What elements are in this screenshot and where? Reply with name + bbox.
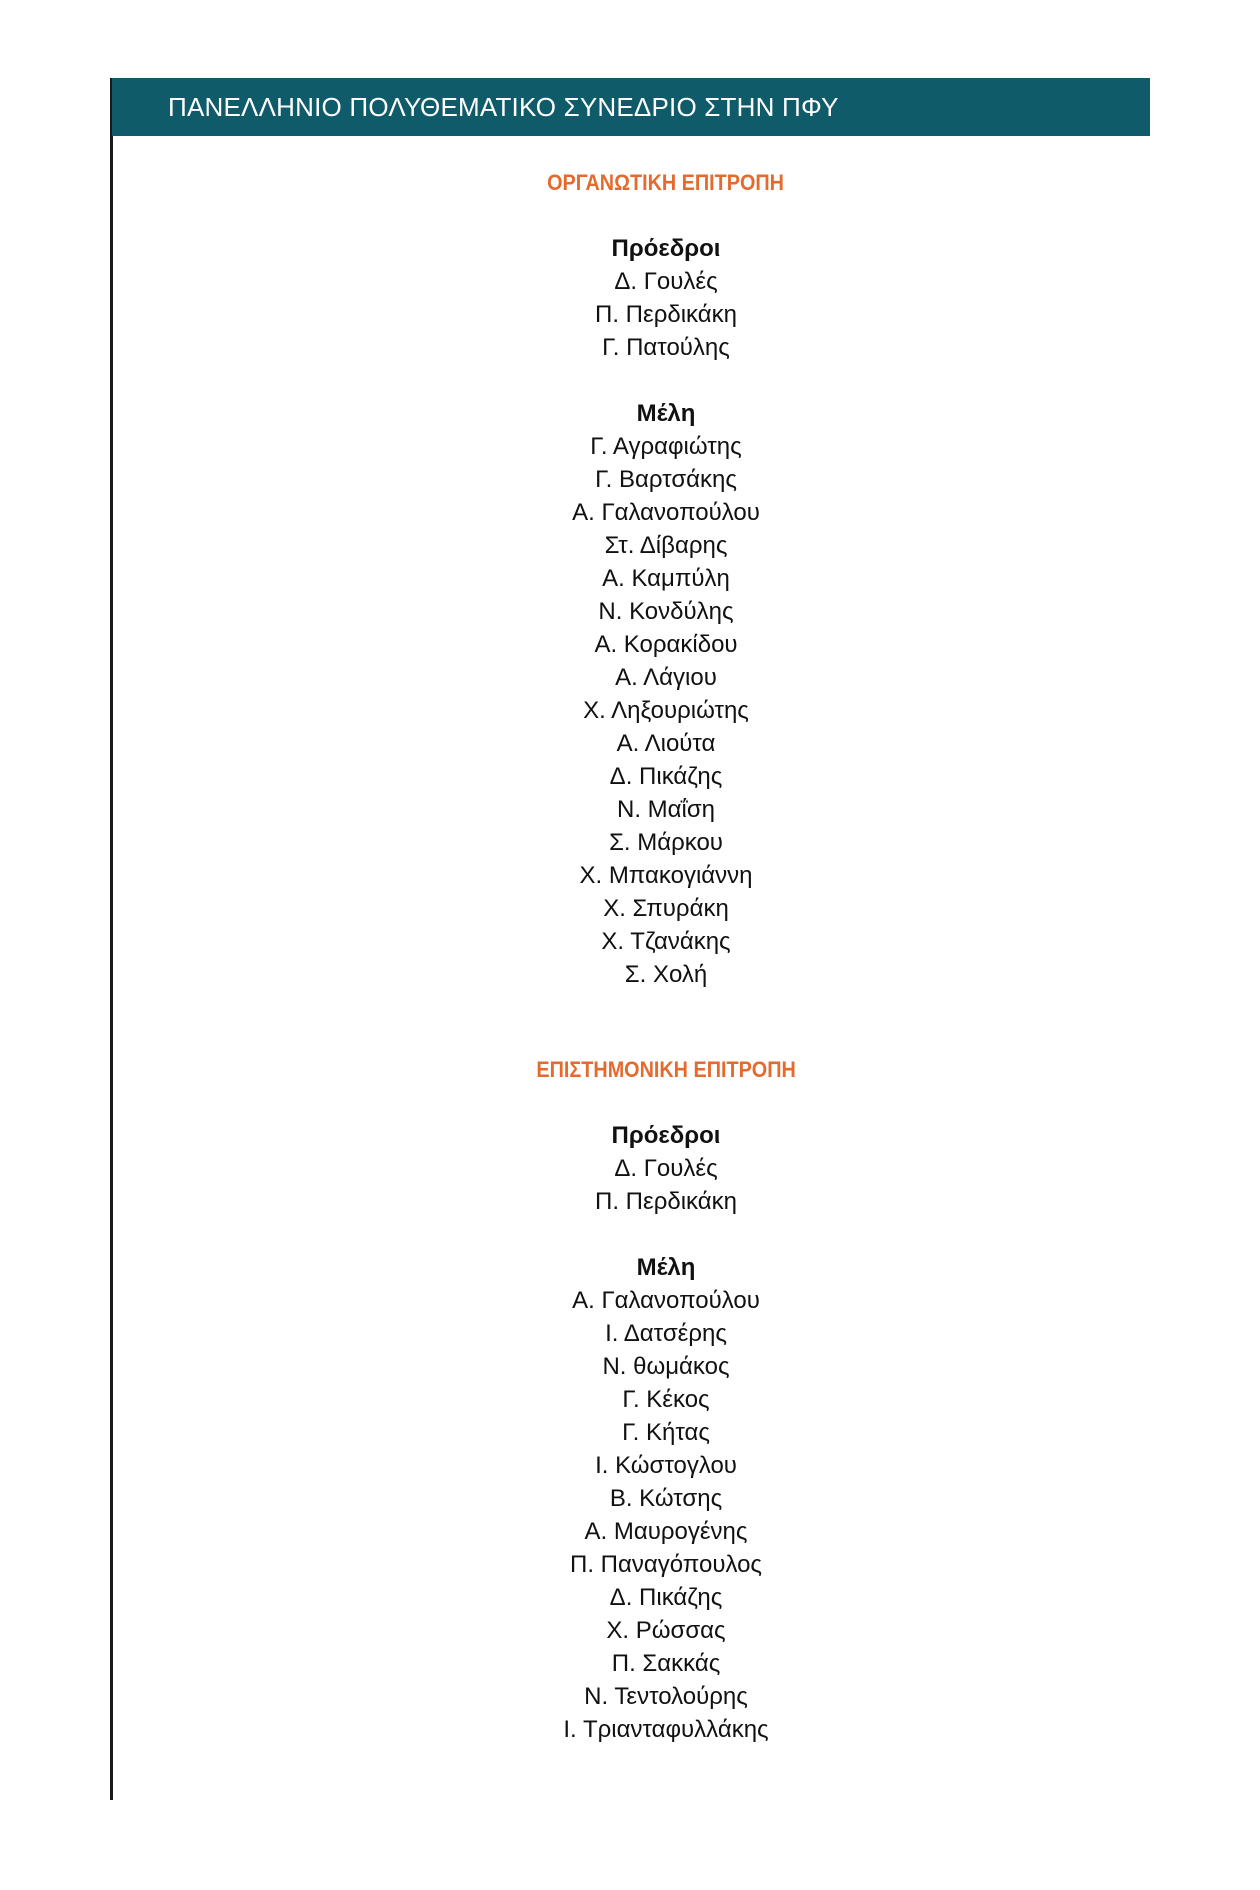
member-name: Χ. Μπακογιάννη	[579, 862, 753, 889]
group-label: Μέλη	[636, 1254, 696, 1281]
members-group	[416, 1251, 916, 1746]
member-name: Χ. Ληξουριώτης	[583, 697, 749, 724]
member-name: Χ. Ρώσσας	[606, 1617, 726, 1644]
member-name: Σ. Μάρκου	[609, 829, 723, 856]
header-bar	[112, 78, 1150, 136]
member-name: Δ. Γουλές	[614, 268, 718, 295]
member-name: Α. Κορακίδου	[594, 631, 738, 658]
member-name: Π. Σακκάς	[611, 1650, 721, 1677]
member-name: Α. Λιούτα	[616, 730, 716, 757]
left-vertical-rule	[110, 78, 113, 1800]
committee-title	[416, 166, 916, 199]
member-name: Α. Γαλανοπούλου	[572, 499, 760, 526]
committee-title-text: ΟΡΓΑΝΩΤΙΚΗ ΕΠΙΤΡΟΠΗ	[547, 170, 785, 195]
committees-content	[416, 166, 916, 1746]
group-label: Πρόεδροι	[611, 1122, 721, 1149]
member-name: Ι. Κώστογλου	[595, 1452, 737, 1479]
member-name: Α. Καμπύλη	[602, 565, 730, 592]
member-name: Π. Παναγόπουλος	[570, 1551, 762, 1578]
scientific-committee	[416, 1053, 916, 1746]
member-name: Γ. Πατούλης	[602, 334, 730, 361]
member-name: Ν. θωμάκος	[602, 1353, 730, 1380]
organizing-committee	[416, 166, 916, 991]
member-name: Ν. Κονδύλης	[598, 598, 734, 625]
member-name: Χ. Σπυράκη	[603, 895, 729, 922]
member-name: Δ. Γουλές	[614, 1155, 718, 1182]
member-name: Γ. Βαρτσάκης	[595, 466, 737, 493]
presidents-group	[416, 1119, 916, 1218]
member-name: Δ. Πικάζης	[609, 763, 723, 790]
member-name: Δ. Πικάζης	[609, 1584, 723, 1611]
member-name: Α. Γαλανοπούλου	[572, 1287, 760, 1314]
member-name: Χ. Τζανάκης	[601, 928, 731, 955]
member-name: Α. Λάγιου	[615, 664, 717, 691]
committee-title	[416, 1053, 916, 1086]
member-name: Π. Περδικάκη	[595, 1188, 737, 1215]
member-name: Ν. Τεντολούρης	[584, 1683, 748, 1710]
member-name: Ν. Μαΐση	[616, 796, 716, 823]
member-name: Α. Μαυρογένης	[584, 1518, 748, 1545]
member-name: Γ. Αγραφιώτης	[590, 433, 742, 460]
member-name: Β. Κώτσης	[609, 1485, 723, 1512]
member-name: Γ. Κέκος	[622, 1386, 710, 1413]
member-name: Π. Περδικάκη	[595, 301, 737, 328]
member-name: Γ. Κήτας	[622, 1419, 710, 1446]
member-name: Στ. Δίβαρης	[604, 532, 728, 559]
member-name: Σ. Χολή	[624, 961, 708, 988]
header-title: ΠΑΝΕΛΛΗΝΙΟ ΠΟΛΥΘΕΜΑΤΙΚΟ ΣΥΝΕΔΡΙΟ ΣΤΗΝ ΠΦΥ	[168, 92, 839, 122]
member-name: Ι. Τριανταφυλλάκης	[563, 1716, 769, 1743]
group-label: Μέλη	[636, 400, 696, 427]
committee-title-text: ΕΠΙΣΤΗΜΟΝΙΚΗ ΕΠΙΤΡΟΠΗ	[536, 1057, 796, 1082]
member-name: Ι. Δατσέρης	[605, 1320, 727, 1347]
group-label: Πρόεδροι	[611, 235, 721, 262]
presidents-group	[416, 232, 916, 364]
members-group	[416, 397, 916, 991]
